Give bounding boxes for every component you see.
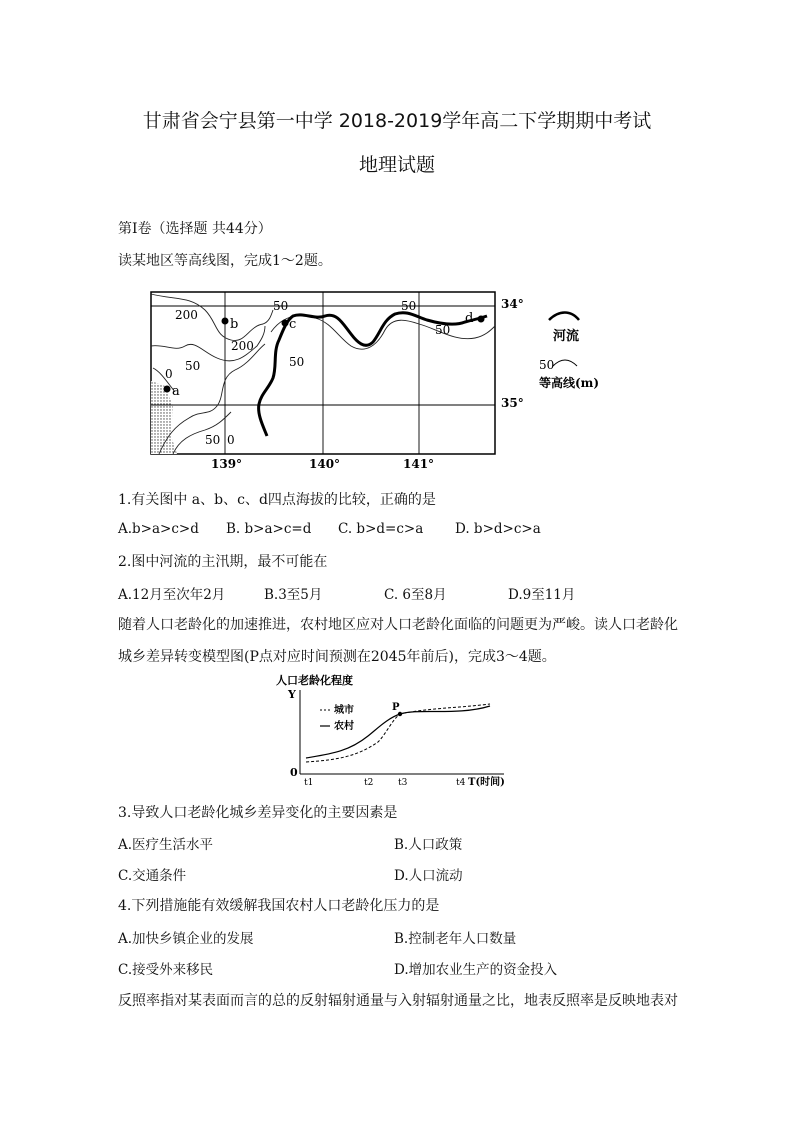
lon-label: 140° xyxy=(309,457,341,471)
contour-label: 50 xyxy=(289,355,305,369)
contour-map xyxy=(145,286,655,474)
point-c-label: c xyxy=(289,317,297,332)
legend-contour-value: 50 xyxy=(539,358,555,372)
point-a-marker xyxy=(164,386,171,393)
passage-3-line-1: 反照率指对某表面而言的总的反射辐射通量与入射辐射通量之比，地表反照率是反映地表对 xyxy=(118,993,678,1009)
question-3-option-a: A.医疗生活水平 xyxy=(118,837,214,853)
lat-label: 35° xyxy=(501,396,524,410)
question-1-option-c: C. b>d=c>a xyxy=(338,521,424,537)
exam-title: 甘肃省会宁县第一中学 2018-2019学年高二下学期期中考试 xyxy=(142,110,652,132)
question-2-option-a: A.12月至次年2月 xyxy=(118,587,226,603)
question-1-option-d: D. b>d>c>a xyxy=(455,521,541,537)
question-2-option-b: B.3至5月 xyxy=(264,587,323,603)
point-b-marker xyxy=(222,318,229,325)
contour-label: 50 xyxy=(273,299,289,313)
question-2-stem: 2.图中河流的主汛期，最不可能在 xyxy=(118,554,328,570)
aging-chart xyxy=(268,672,528,792)
passage-2-line-2: 城乡差异转变模型图(P点对应时间预测在2045年前后)，完成3～4题。 xyxy=(118,649,556,665)
question-3-option-b: B.人口政策 xyxy=(394,837,463,853)
legend-rural-label: 农村 xyxy=(334,721,354,732)
contour-label: 50 xyxy=(435,323,451,337)
legend-contour-icon xyxy=(553,360,577,366)
contour-label: 200 xyxy=(175,308,198,322)
lat-label: 34° xyxy=(501,297,524,311)
x-tick-label: t1 xyxy=(304,778,314,788)
question-1-option-b: B. b>a>c=d xyxy=(226,521,312,537)
contour-label: 50 xyxy=(185,359,201,373)
contour-label: 50 xyxy=(401,299,417,313)
contour-label: 50 xyxy=(205,433,221,447)
point-a-label: a xyxy=(172,384,180,399)
lon-label: 141° xyxy=(403,457,435,471)
contour-label: 0 xyxy=(165,367,173,381)
legend-river-icon xyxy=(549,313,579,321)
passage-2-line-1: 随着人口老龄化的加速推进，农村地区应对人口老龄化面临的问题更为严峻。读人口老龄化 xyxy=(118,617,678,633)
question-1-stem: 1.有关图中 a、b、c、d四点海拔的比较，正确的是 xyxy=(118,492,436,508)
question-4-stem: 4.下列措施能有效缓解我国农村人口老龄化压力的是 xyxy=(118,898,440,914)
contour-label: 200 xyxy=(231,339,254,353)
exam-subtitle: 地理试题 xyxy=(358,154,435,176)
question-2-option-d: D.9至11月 xyxy=(508,587,576,603)
question-4-option-c: C.接受外来移民 xyxy=(118,962,214,978)
x-tick-label: t3 xyxy=(398,778,408,788)
legend-contour-label: 等高线(m) xyxy=(539,376,600,390)
intro-text: 读某地区等高线图，完成1～2题。 xyxy=(118,253,332,269)
question-3-option-d: D.人口流动 xyxy=(394,868,463,884)
point-d-marker xyxy=(478,316,485,323)
point-b-label: b xyxy=(230,317,239,332)
x-tick-label: t4 xyxy=(456,778,466,788)
question-4-option-a: A.加快乡镇企业的发展 xyxy=(118,931,254,947)
x-tick-label: t2 xyxy=(364,778,374,788)
question-3-option-c: C.交通条件 xyxy=(118,868,187,884)
question-1-option-a: A.b>a>c>d xyxy=(118,521,199,537)
question-3-stem: 3.导致人口老龄化城乡差异变化的主要因素是 xyxy=(118,805,398,821)
x-axis-label: T(时间) xyxy=(468,777,505,788)
point-c-marker xyxy=(282,320,289,327)
legend-river-label: 河流 xyxy=(553,329,580,344)
question-4-option-d: D.增加农业生产的资金投入 xyxy=(394,962,558,978)
legend-urban-label: 城市 xyxy=(334,705,354,716)
chart-title: 人口老龄化程度 xyxy=(276,674,353,687)
question-2-option-c: C. 6至8月 xyxy=(384,587,447,603)
origin-label: 0 xyxy=(290,766,298,779)
lon-label: 139° xyxy=(211,457,243,471)
y-axis-label: Y xyxy=(288,688,296,701)
point-p-label: P xyxy=(392,702,400,713)
point-d-label: d xyxy=(465,311,474,326)
section-label: 第Ⅰ卷（选择题 共44分） xyxy=(118,221,272,237)
question-4-option-b: B.控制老年人口数量 xyxy=(394,931,517,947)
contour-label: 0 xyxy=(227,433,235,447)
